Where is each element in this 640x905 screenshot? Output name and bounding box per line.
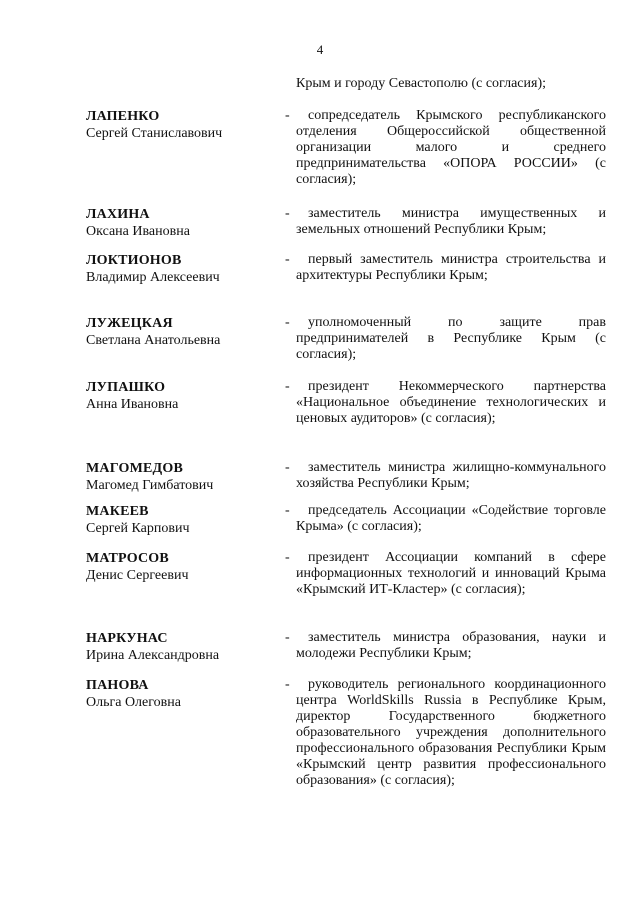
member-given-name: Оксана Ивановна xyxy=(86,224,190,239)
member-given-name: Сергей Станиславович xyxy=(86,126,223,141)
member-role: заместитель министра образования, науки и молодежи Республики Крым; xyxy=(296,630,606,661)
dash: - xyxy=(285,252,290,267)
member-person xyxy=(86,379,276,413)
member-surname: ЛУЖЕЦКАЯ xyxy=(86,316,173,331)
dash: - xyxy=(285,550,290,565)
member-given-name: Владимир Алексеевич xyxy=(86,270,220,285)
member-given-name: Ирина Александровна xyxy=(86,648,220,663)
page-number: 4 xyxy=(316,42,324,57)
member-person xyxy=(86,315,276,349)
member-role: заместитель министра жилищно-коммунального хозяйства Республики Крым; xyxy=(296,460,606,491)
dash: - xyxy=(285,315,290,330)
member-surname: МАТРОСОВ xyxy=(86,551,169,566)
member-surname: ЛУПАШКО xyxy=(86,380,166,395)
member-person xyxy=(86,550,276,584)
member-surname: ЛАПЕНКО xyxy=(86,109,160,124)
member-surname: МАГОМЕДОВ xyxy=(86,461,183,476)
member-surname: НАРКУНАС xyxy=(86,631,168,646)
member-role: сопредседатель Крымского республиканского отделения Общероссийской общественной организации малого и среднего предпринимательства «ОПОРА РОССИИ» (с согласия); xyxy=(296,108,606,187)
dash: - xyxy=(285,630,290,645)
member-surname: ЛАХИНА xyxy=(86,207,150,222)
member-person xyxy=(86,108,276,142)
dash: - xyxy=(285,460,290,475)
member-given-name: Денис Сергеевич xyxy=(86,568,189,583)
member-given-name: Сергей Карпович xyxy=(86,521,190,536)
dash: - xyxy=(285,503,290,518)
member-person xyxy=(86,460,276,494)
member-role: первый заместитель министра строительства и архитектуры Республики Крым; xyxy=(296,252,606,283)
member-role: заместитель министра имущественных и земельных отношений Республики Крым; xyxy=(296,206,606,237)
member-role: уполномоченный по защите прав предпринимателей в Республике Крым (с согласия); xyxy=(296,315,606,362)
member-given-name: Ольга Олеговна xyxy=(86,695,181,710)
member-surname: МАКЕЕВ xyxy=(86,504,149,519)
member-role: руководитель регионального координационного центра WorldSkills Russia в Республике Крым, директор Государственного бюджетного образовательного учреждения дополнительного профессионального образования Республики Крым «Крымский центр развития профессионального образования» (с согласия); xyxy=(296,677,606,788)
member-person xyxy=(86,503,276,537)
dash: - xyxy=(285,108,290,123)
continuation-text: Крым и городу Севастополю (с согласия); xyxy=(296,76,546,91)
member-person xyxy=(86,677,276,711)
member-given-name: Светлана Анатольевна xyxy=(86,333,221,348)
dash: - xyxy=(285,206,290,221)
member-person xyxy=(86,630,276,664)
member-surname: ПАНОВА xyxy=(86,678,149,693)
member-role: президент Ассоциации компаний в сфере информационных технологий и инноваций Крыма «Крымский ИТ-Кластер» (с согласия); xyxy=(296,550,606,597)
dash: - xyxy=(285,677,290,692)
member-role: председатель Ассоциации «Содействие торговле Крыма» (с согласия); xyxy=(296,503,606,534)
member-given-name: Анна Ивановна xyxy=(86,397,179,412)
dash: - xyxy=(285,379,290,394)
member-given-name: Магомед Гимбатович xyxy=(86,478,214,493)
member-role: президент Некоммерческого партнерства «Национальное объединение технологических и ценовых аудиторов» (с согласия); xyxy=(296,379,606,426)
member-person xyxy=(86,206,276,240)
member-surname: ЛОКТИОНОВ xyxy=(86,253,182,268)
member-person xyxy=(86,252,276,286)
